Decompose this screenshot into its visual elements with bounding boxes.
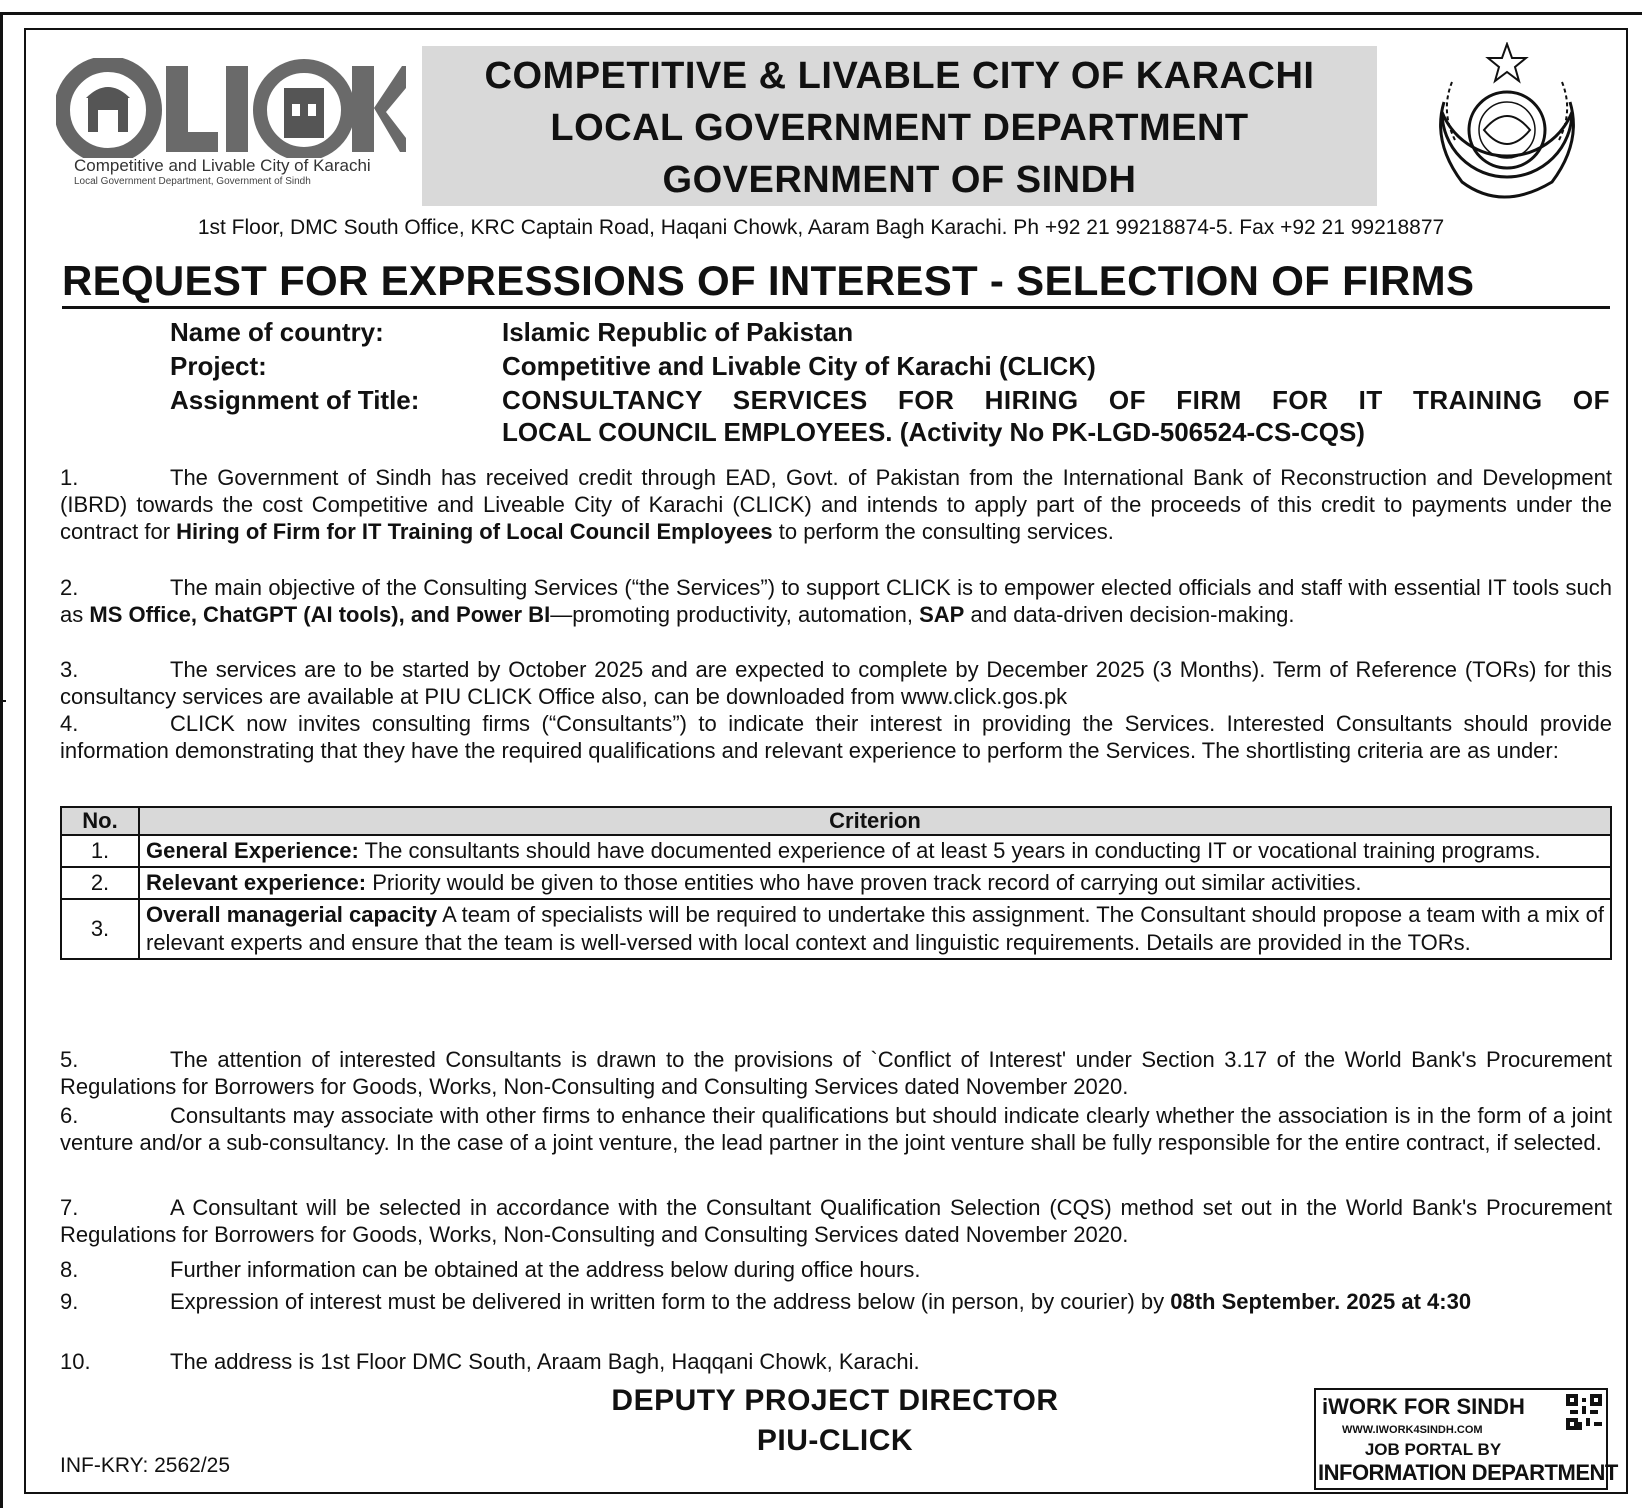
table-row	[61, 899, 1611, 959]
i-glyph: i	[1322, 1394, 1329, 1419]
iwork-portal: JOB PORTAL BY	[1364, 1440, 1502, 1459]
paragraph-number: 1.	[60, 465, 79, 490]
paragraph-text: The Government of Sindh has received credit through EAD, Govt. of Pakistan from the International Bank of Reconstruction and Development (IBRD) towards the cost Competitive and Liveable City of Karachi (CLICK) and intends to apply part of the proceeds of this credit to payments under the contract for	[60, 465, 1612, 544]
paragraph-number: 5.	[60, 1047, 79, 1072]
row-criterion	[139, 835, 1611, 867]
paragraph-3	[60, 656, 1612, 710]
header-title-box	[422, 46, 1377, 206]
assignment-label: Assignment of Title:	[170, 385, 420, 415]
paragraph-4	[60, 710, 1612, 764]
paragraph-text-mid: —promoting productivity, automation,	[550, 602, 913, 627]
paragraph-bold-sap: SAP	[919, 602, 965, 627]
paragraph-number: 6.	[60, 1103, 79, 1128]
criterion-heading: Relevant experience:	[146, 870, 367, 895]
paragraph-text: The attention of interested Consultants is drawn to the provisions of `Conflict of Interest' under Section 3.17 of the World Bank's Procurement Regulations for Borrowers for Goods, Works, Non-Consulting and Consulting Services dated November 2020.	[60, 1047, 1612, 1099]
paragraph-text: Further information can be obtained at the address below during office hours.	[170, 1257, 921, 1282]
edge-mark	[0, 700, 6, 702]
paragraph-text: The main objective of the Consulting Services (“the Services”) to support CLICK is to empower elected officials and staff with essential IT tools such as	[60, 575, 1612, 627]
paragraph-text-end: and data-driven decision-making.	[970, 602, 1295, 627]
assignment-value-line1: CONSULTANCY SERVICES FOR HIRING OF FIRM FOR IT TRAINING OF	[502, 385, 1610, 415]
paragraph-9	[60, 1288, 1612, 1315]
iwork-for-sindh-badge	[1314, 1388, 1618, 1490]
paragraph-5	[60, 1046, 1612, 1100]
paragraph-bold: MS Office, ChatGPT (AI tools), and Power BI	[89, 602, 551, 627]
paragraph-number: 7.	[60, 1195, 79, 1220]
iwork-title-text: WORK FOR SINDH	[1328, 1394, 1525, 1419]
header-line-3: GOVERNMENT OF SINDH	[662, 159, 1137, 201]
logo-subline: Local Government Department, Government of Sindh	[74, 176, 311, 187]
signature-unit: PIU-CLICK	[756, 1424, 914, 1457]
table-row	[61, 867, 1611, 899]
paragraph-number: 9.	[60, 1289, 79, 1314]
click-logo	[56, 58, 406, 193]
paragraph-number: 3.	[60, 657, 79, 682]
paragraph-text: The address is 1st Floor DMC South, Araam Bagh, Haqqani Chowk, Karachi.	[170, 1349, 920, 1374]
assignment-value-line2: LOCAL COUNCIL EMPLOYEES. (Activity No PK-LGD-506524-CS-CQS)	[502, 417, 1365, 447]
paragraph-text: The services are to be started by October 2025 and are expected to complete by December 2025 (3 Months). Term of Reference (TORs) for this consultancy services are available at PIU CLICK Office also, can be downloaded from www.click.gos.pk	[60, 657, 1612, 709]
paragraph-text: CLICK now invites consulting firms (“Consultants”) to indicate their interest in providing the Services. Interested Consultants should provide information demonstrating that they have the required qualifications and relevant experience to perform the Services. The shortlisting criteria are as under:	[60, 711, 1612, 763]
logo-subtitle: Competitive and Livable City of Karachi	[74, 156, 371, 175]
criterion-heading: Overall managerial capacity	[146, 902, 438, 927]
project-label: Project:	[170, 351, 267, 381]
paragraph-text: Expression of interest must be delivered in written form to the address below (in person, by courier) by	[170, 1289, 1165, 1314]
criteria-table	[60, 806, 1612, 960]
project-value: Competitive and Livable City of Karachi (CLICK)	[502, 351, 1096, 381]
paragraph-bold: Hiring of Firm for IT Training of Local Council Employees	[176, 519, 773, 544]
paragraph-2	[60, 574, 1612, 628]
iwork-url: WWW.IWORK4SINDH.COM	[1342, 1424, 1483, 1436]
row-number: 3.	[61, 899, 139, 959]
column-header-criterion: Criterion	[139, 807, 1611, 835]
paragraph-bold-deadline: 08th September. 2025 at 4:30	[1170, 1289, 1472, 1314]
iwork-title	[1322, 1394, 1525, 1420]
criterion-text: A team of specialists will be required to undertake this assignment. The Consultant should propose a team with a mix of relevant experts and ensure that the team is well-versed with local context and linguistic requirements. Details are provided in the TORs.	[146, 902, 1604, 955]
table-row	[61, 835, 1611, 867]
qr-code-icon	[1566, 1394, 1602, 1430]
sindh-government-seal-icon	[1422, 42, 1592, 212]
country-label: Name of country:	[170, 317, 384, 347]
paragraph-10	[60, 1348, 1612, 1375]
signature-title: DEPUTY PROJECT DIRECTOR	[611, 1384, 1059, 1417]
row-criterion	[139, 867, 1611, 899]
header-line-2: LOCAL GOVERNMENT DEPARTMENT	[550, 107, 1249, 149]
row-number: 2.	[61, 867, 139, 899]
row-criterion	[139, 899, 1611, 959]
paragraph-number: 10.	[60, 1349, 91, 1374]
paragraph-number: 2.	[60, 575, 79, 600]
paragraph-1	[60, 464, 1612, 545]
paragraph-text: Consultants may associate with other firms to enhance their qualifications but should indicate clearly whether the association is in the form of a joint venture and/or a sub-consultancy. In the case of a joint venture, the lead partner in the joint venture shall be fully responsible for the entire contract, if selected.	[60, 1103, 1612, 1155]
criterion-text: Priority would be given to those entities who have proven track record of carrying out similar activities.	[372, 870, 1362, 895]
criterion-text: The consultants should have documented experience of at least 5 years in conducting IT or vocational training programs.	[364, 838, 1541, 863]
paragraph-number: 8.	[60, 1257, 79, 1282]
page-title: REQUEST FOR EXPRESSIONS OF INTEREST - SELECTION OF FIRMS	[62, 256, 1610, 309]
click-logo-graphic	[56, 58, 406, 158]
criterion-heading: General Experience:	[146, 838, 359, 863]
paragraph-6	[60, 1102, 1612, 1156]
paragraph-8	[60, 1256, 1612, 1283]
iwork-department: INFORMATION DEPARTMENT	[1318, 1460, 1618, 1485]
paragraph-text: A Consultant will be selected in accordance with the Consultant Qualification Selection (CQS) method set out in the World Bank's Procurement Regulations for Borrowers for Goods, Works, Non-Consulting and Consulting Services dated November 2020.	[60, 1195, 1612, 1247]
paragraph-number: 4.	[60, 711, 79, 736]
row-number: 1.	[61, 835, 139, 867]
header-line-1: COMPETITIVE & LIVABLE CITY OF KARACHI	[484, 55, 1315, 97]
reference-number: INF-KRY: 2562/25	[60, 1454, 231, 1477]
office-address: 1st Floor, DMC South Office, KRC Captain Road, Haqani Chowk, Aaram Bagh Karachi. Ph +92 21 99218874-5. Fax +92 21 99218877	[197, 216, 1445, 239]
table-header-row	[61, 807, 1611, 835]
country-value: Islamic Republic of Pakistan	[502, 317, 854, 347]
paragraph-7	[60, 1194, 1612, 1248]
paragraph-text-end: to perform the consulting services.	[778, 519, 1114, 544]
column-header-no: No.	[61, 807, 139, 835]
